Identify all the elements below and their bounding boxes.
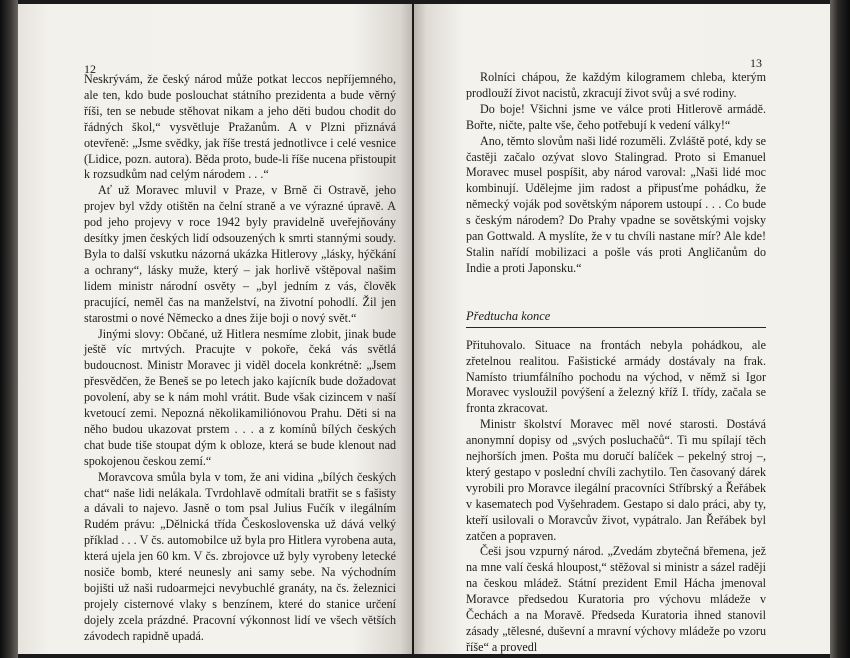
paragraph: Rolníci chápou, že každým kilogramem chleba, kterým prodlouží život nacistů, zkracují život svůj a své rodiny. (466, 70, 766, 100)
paragraph: Moravcova smůla byla v tom, že ani vidina „bílých českých chat“ naše lidi nelákala. Tvrdohlavě odmítali bratřit se s fašisty a dávali to najevo. Jasně o tom psal Julius Fučík v ilegálním Rudém právu: „Dělnická třída Československa už dává velký příklad . . . V čs. automobilce už byla pro Hitlera vyrobena auta, která ujela jen 60 km. V čs. zbrojovce už byly vyrobeny letecké nosiče bomb, které neunesly ani samy sebe. Na východním bojišti už naši rudoarmejci nevybuchlé granáty, na čs. železnici projely cisternové vlaky s benzínem, které do stanice určení dojely zcela prázdné. Pracovní výkonnost lidí ve všech větších závodech rapidně upadá. (84, 469, 396, 643)
paragraph: Do boje! Všichni jsme ve válce proti Hitlerově armádě. Bořte, ničte, palte vše, čeho potřebují k vedení války!“ (466, 101, 766, 132)
page-number-right: 13 (750, 56, 762, 70)
left-page (18, 4, 412, 654)
book-edge-left (0, 0, 18, 658)
paragraph: Přituhovalo. Situace na frontách nebyla pohádkou, ale zřetelnou realitou. Fašistické armády dostávaly na frak. Namísto triumfálního pochodu na východ, v němž si Igor Moravec vysloužil povýšení a železný kříž I. třídy, začala se fronta zkracovat. (466, 337, 766, 416)
section-gap (466, 277, 766, 309)
paragraph: Neskrývám, že český národ může potkat leccos nepříjemného, ale ten, kdo bude poslouchat státního prezidenta a bude věrný říši, ten se nebude stěhovat nikam a jeho děti budou chodit do řádných škol,“ vysvětluje Pražanům. A v Plzni přiznává otevřeně: „Jsme svědky, jak říše trestá jednotlivce i celé vesnice (Lidice, pozn. autora). Běda proto, bude-li říše nucena přistoupit k rozsudkům nad celým národem . . .“ (84, 72, 396, 182)
right-page-text (466, 70, 766, 654)
section-rule (466, 327, 766, 328)
paragraph: Češi jsou vzpurný národ. „Zvedám zbytečná břemena, jež na mne valí česká hloupost,“ stěžoval si ministr a sázel raději na českou mládež. Státní prezident Emil Hácha jmenoval Moravce předsedou Kuratoria pro výchovu mládeže v Čechách a na Moravě. Předseda Kuratoria ihned stanovil zásady „tělesné, duševní a mravní výchovy mládeže po vzoru říše“ a provedl (466, 544, 766, 654)
paragraph: Ano, těmto slovům naši lidé rozuměli. Zvláště poté, kdy se častěji začalo ozývat slovo Stalingrad. Proto si Emanuel Moravec musel pospíšit, aby národ varoval: „Naši lidé moc kombinují. Udělejme jim radost a připusťme pohádku, že německý voják pod sovětským náporem ustoupí . . . Co bude s českým národem? Do Prahy vpadne se sovětskými vojsky pan Gottwald. A myslíte, že v tu chvíli nastane mír? Ale kde! Stalin nařídí mobilizaci a pošle vás proti Angličanům do Indie a proti Japonsku.“ (466, 133, 766, 275)
section-title: Předtucha konce (466, 308, 551, 323)
left-page-text (84, 72, 396, 645)
page-number-left: 12 (84, 62, 96, 76)
paragraph: Ať už Moravec mluvil v Praze, v Brně či Ostravě, jeho projev byl vždy otištěn na čelní straně a ve výrazné úpravě. A pod jeho projevy v roce 1942 byly pravidelně uveřejňovány desítky jmen českých lidí odsouzených k smrti stannými soudy. Byla to další vskutku názorná ukázka Hitlerovy „lásky, hýčkání a ochrany“, lásky muže, který – jak horlivě vštěpoval našim lidem ministr národní osvěty – „byl jedním z vás, člověk pracující, neměl čas na manželství, na životní pohodlí. Žil jen starostmi o nové Německo a dnes žije boji o nový svět.“ (84, 183, 396, 325)
right-page (414, 4, 830, 654)
paragraph: Jinými slovy: Občané, už Hitlera nesmíme zlobit, jinak bude ještě víc mrtvých. Pracujte v pokoře, čeká vás světlá budoucnost. Ministr Moravec ji viděl docela konkrétně: „Jsem přesvědčen, že Beneš se po letech jako kajícník bude dožadovat povolení, aby se k nám mohl vrátit. Bude však cizincem v naší kvetoucí zemi. Nepozná několikamiliónovou Prahu. Děti si na něho budou ukazovat prstem . . . a z komínů bílých českých chat bude tiše stoupat dým k obloze, která se bude klenout nad spokojenou českou zemí.“ (84, 326, 396, 468)
paragraph: Ministr školství Moravec měl nové starosti. Dostává anonymní dopisy od „svých posluchačů“. Ti mu spílají těch nejhorších jmen. Pošta mu doručí balíček – pekelný stroj –, který gestapo v poslední chvíli zachytilo. Ten časovaný dárek vyrobili pro Moravce ilegální pracovníci Stříbrský a Řeřábek v kasematech pod Vyšehradem. Gestapo si dalo práci, aby ty, kteří usilovali o Moravcův život, vypátralo. Jan Řeřábek byl zatčen a popraven. (466, 417, 766, 543)
book-edge-right (830, 0, 850, 658)
